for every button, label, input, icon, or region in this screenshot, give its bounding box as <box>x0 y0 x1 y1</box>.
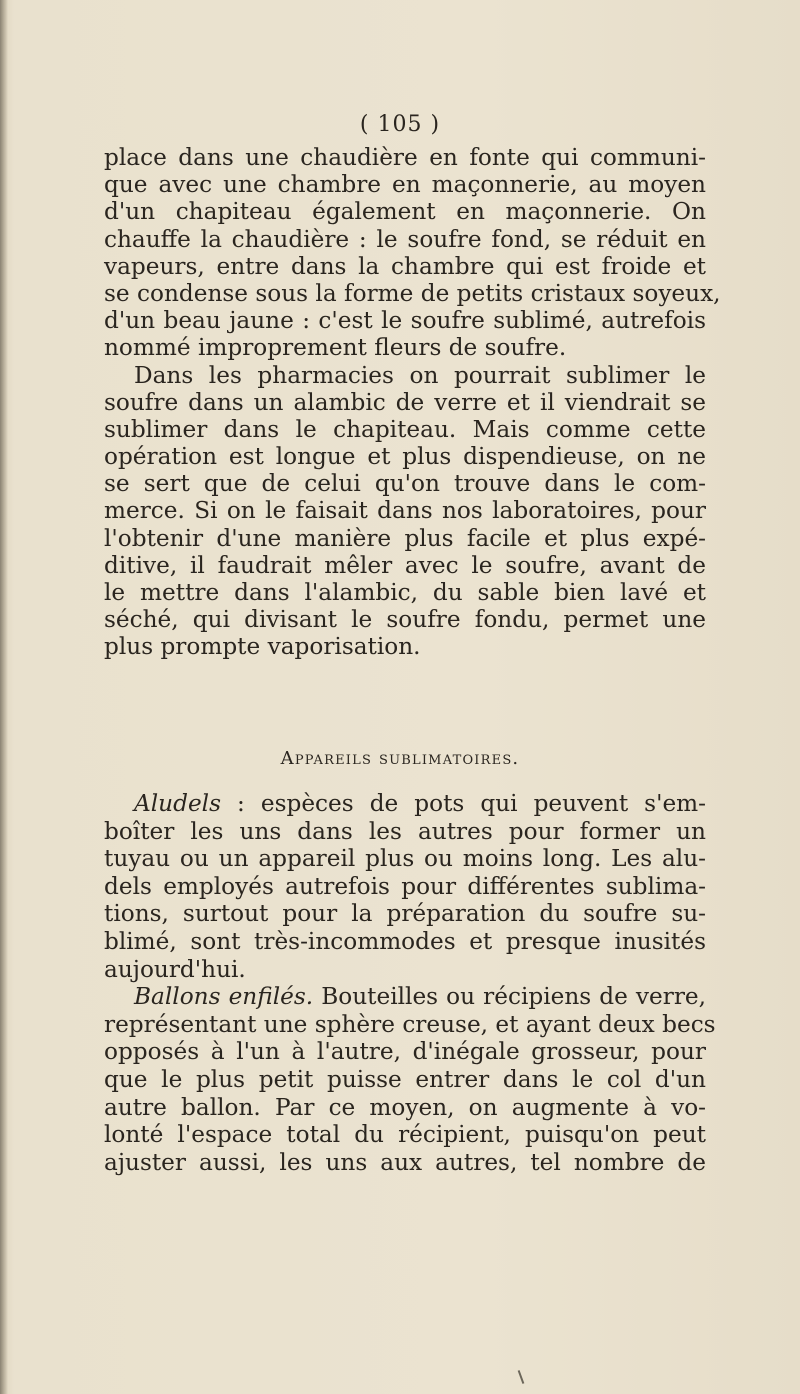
text-line: que avec une chambre en maçonnerie, au moyen <box>104 171 706 199</box>
text-line: autre ballon. Par ce moyen, on augmente à vo- <box>104 1093 706 1121</box>
text-line: tions, surtout pour la préparation du soufre su- <box>104 900 706 928</box>
text-line: tuyau ou un appareil plus ou moins long. Les alu- <box>104 845 706 873</box>
paragraph-block-1 <box>104 144 721 661</box>
text-line: représentant une sphère creuse, et ayant deux becs <box>104 1010 716 1038</box>
text-line: le mettre dans l'alambic, du sable bien lavé et <box>104 579 706 606</box>
text-line: lonté l'espace total du récipient, puisqu'on peut <box>104 1121 706 1149</box>
text-line: vapeurs, entre dans la chambre qui est froide et <box>104 252 706 280</box>
text-line: nommé improprement fleurs de soufre. <box>104 334 567 362</box>
text-line: sublimer dans le chapiteau. Mais comme cette <box>104 415 706 443</box>
text-segment: Bouteilles ou récipiens de verre, <box>313 983 707 1011</box>
text-line: blimé, sont très-incommodes et presque inusités <box>104 927 706 955</box>
text-line: Dans les pharmacies on pourrait sublimer le <box>134 361 706 389</box>
text-line: aujourd'hui. <box>104 955 246 983</box>
text-line: d'un beau jaune : c'est le soufre sublimé, autrefois <box>104 307 706 335</box>
text-line: opération est longue et plus dispendieuse, on ne <box>104 443 706 471</box>
definitions-block <box>104 790 716 1176</box>
page-number: ( 105 ) <box>359 112 441 137</box>
text-line: l'obtenir d'une manière plus facile et plus expé- <box>104 524 706 552</box>
text-line: d'un chapiteau également en maçonnerie. On <box>104 198 706 226</box>
definition-term-ballons: Ballons enfilés. <box>134 983 314 1011</box>
text-line: se sert que de celui qu'on trouve dans le com- <box>104 470 706 498</box>
text-line: place dans une chaudière en fonte qui communi- <box>104 144 706 171</box>
definition-first-line <box>104 790 706 818</box>
text-line: ditive, il faudrait mêler avec le soufre, avant de <box>104 551 706 579</box>
text-line: boîter les uns dans les autres pour former un <box>104 817 706 845</box>
page-binding-edge <box>0 0 8 1394</box>
text-segment: : espèces de pots qui peuvent s'em- <box>220 790 706 817</box>
text-line: se condense sous la forme de petits cristaux soyeux, <box>104 279 721 307</box>
text-line: soufre dans un alambic de verre et il viendrait se <box>104 388 706 416</box>
text-line: merce. Si on le faisait dans nos laboratoires, pour <box>104 497 706 525</box>
text-line: séché, qui divisant le soufre fondu, permet une <box>104 606 706 634</box>
definition-first-line <box>104 983 706 1011</box>
section-heading: Appareils sublimatoires. <box>280 748 520 769</box>
definition-term-aludels: Aludels <box>134 790 221 817</box>
text-line: opposés à l'un à l'autre, d'inégale grosseur, pour <box>104 1038 706 1066</box>
text-line: dels employés autrefois pour différentes sublima- <box>104 872 706 900</box>
text-line: plus prompte vaporisation. <box>104 633 421 661</box>
text-line: que le plus petit puisse entrer dans le col d'un <box>104 1065 706 1093</box>
text-line: chauffe la chaudière : le soufre fond, se réduit en <box>104 225 706 253</box>
text-line: ajuster aussi, les uns aux autres, tel nombre de <box>104 1148 706 1176</box>
